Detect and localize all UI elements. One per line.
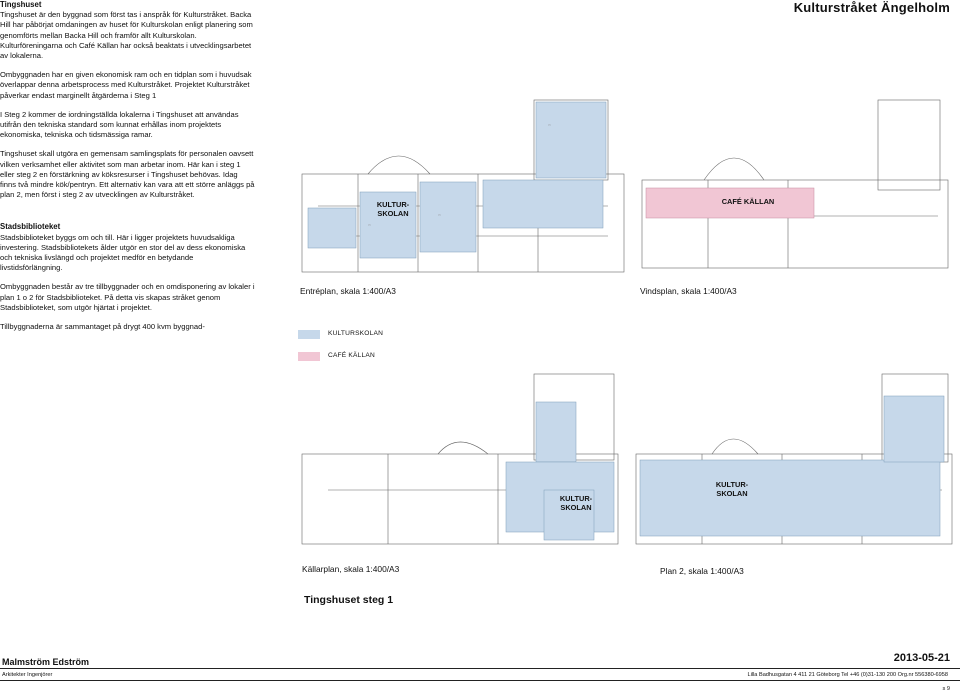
room-label-kulturskolan: KULTUR- SKOLAN <box>715 480 749 498</box>
heading-tingshuset: Tingshuset <box>0 0 42 9</box>
firm-name: Malmström Edström <box>2 657 90 667</box>
page-number: s 9 <box>942 686 950 692</box>
legend-swatch-kulturskolan <box>298 330 320 339</box>
document-date: 2013-05-21 <box>893 652 950 664</box>
firm-subtitle: Arkitekter Ingenjörer <box>2 672 53 678</box>
room-label-kulturskolan: KULTUR- SKOLAN <box>559 494 593 512</box>
paragraph: Tingshuset skall utgöra en gemensam samlingsplats för personalen oavsett vilken verksamhet eller aktivitet som man arbetar inom. Här kan i steg 1 eller steg 2 en förstärkning av köksresurser i Tingshuset behövas. Idag finns två mindre kök/pentryn. Ett alternativ kan vara att ett större anläggs på plan 2, men först i steg 2 av utvecklingen av Kulturstråket. <box>0 149 255 200</box>
heading-stadsbiblioteket: Stadsbiblioteket <box>0 222 61 232</box>
floorplan-vindsplan <box>638 96 956 276</box>
caption-plan2: Plan 2, skala 1:400/A3 <box>660 566 744 576</box>
caption-entreplan: Entréplan, skala 1:400/A3 <box>300 286 396 296</box>
paragraph: Ombyggnaden har en given ekonomisk ram och en tidplan som i huvudsak överlappar denna arbetsprocess med Kulturstråket. Projektet Kulturstråket påverkar endast marginellt åtgärderna i Steg 1 <box>0 70 252 100</box>
legend-label-cafe-kallan: CAFÉ KÄLLAN <box>328 352 375 359</box>
caption-kallarplan: Källarplan, skala 1:400/A3 <box>302 564 400 574</box>
room-label-cafe-kallan: CAFÉ KÄLLAN <box>721 197 775 206</box>
paragraph: Stadsbiblioteket byggs om och till. Här i ligger projektets huvudsakliga investering. Stadsbibliotekets ålder utgör en stor del av dess ekonomiska och tekniska livslängd och projektet medför en betydande livstidsförlängning. <box>0 232 246 273</box>
paragraph: Tillbyggnaderna är sammantaget på drygt 400 kvm byggnad- <box>0 322 205 332</box>
paragraph: Tingshuset är den byggnad som först tas i anspråk för Kulturstråket. Backa Hill har påbörjat omdaningen av huset för Kulturskolan enligt planering som genomförts mellan Backa Hill och framför allt Kulturskolan. Kulturföreningarna och Café Källan har också beaktats i utvecklingsarbetet av lokalerna. <box>0 10 253 61</box>
paragraph: Ombyggnaden består av tre tillbyggnader och en omdisponering av lokaler i plan 1 o 2 för Stadsbiblioteket. På detta vis skapas stråket genom Stadsbiblioteket, som utgör hjärtat i projektet. <box>0 282 255 312</box>
floorplan-kallarplan-drawing <box>298 370 622 550</box>
contact-info: Lilla Badhusgatan 4 411 21 Göteborg Tel +46 (0)31-130 200 Org.nr 556380-6958 <box>747 672 948 678</box>
footer-bottom-divider <box>0 680 960 681</box>
legend-label-kulturskolan: KULTURSKOLAN <box>328 330 384 337</box>
svg-text:▭: ▭ <box>438 213 441 217</box>
svg-text:▭: ▭ <box>368 223 371 227</box>
floorplan-entreplan-drawing <box>298 96 628 276</box>
room-label-kulturskolan: KULTUR- SKOLAN <box>376 200 410 218</box>
floorplan-entreplan <box>298 96 628 276</box>
floorplan-kallarplan <box>298 370 622 550</box>
document-title: Tingshuset steg 1 <box>304 594 394 606</box>
page-title: Kulturstråket Ängelholm <box>793 0 950 15</box>
floorplan-vindsplan-drawing <box>638 96 956 276</box>
text-column <box>0 0 255 332</box>
caption-vindsplan: Vindsplan, skala 1:400/A3 <box>640 286 737 296</box>
floorplan-plan2 <box>632 370 956 550</box>
svg-text:▭: ▭ <box>548 123 551 127</box>
footer-divider <box>0 668 960 669</box>
legend-swatch-cafe-kallan <box>298 352 320 361</box>
paragraph: I Steg 2 kommer de iordningställda lokalerna i Tingshuset att användas utifrån den tekniska standard som kunnat erhållas inom projektets ekonomiska, tekniska och tidsmässiga ramar. <box>0 109 239 140</box>
floorplan-plan2-drawing <box>632 370 956 550</box>
